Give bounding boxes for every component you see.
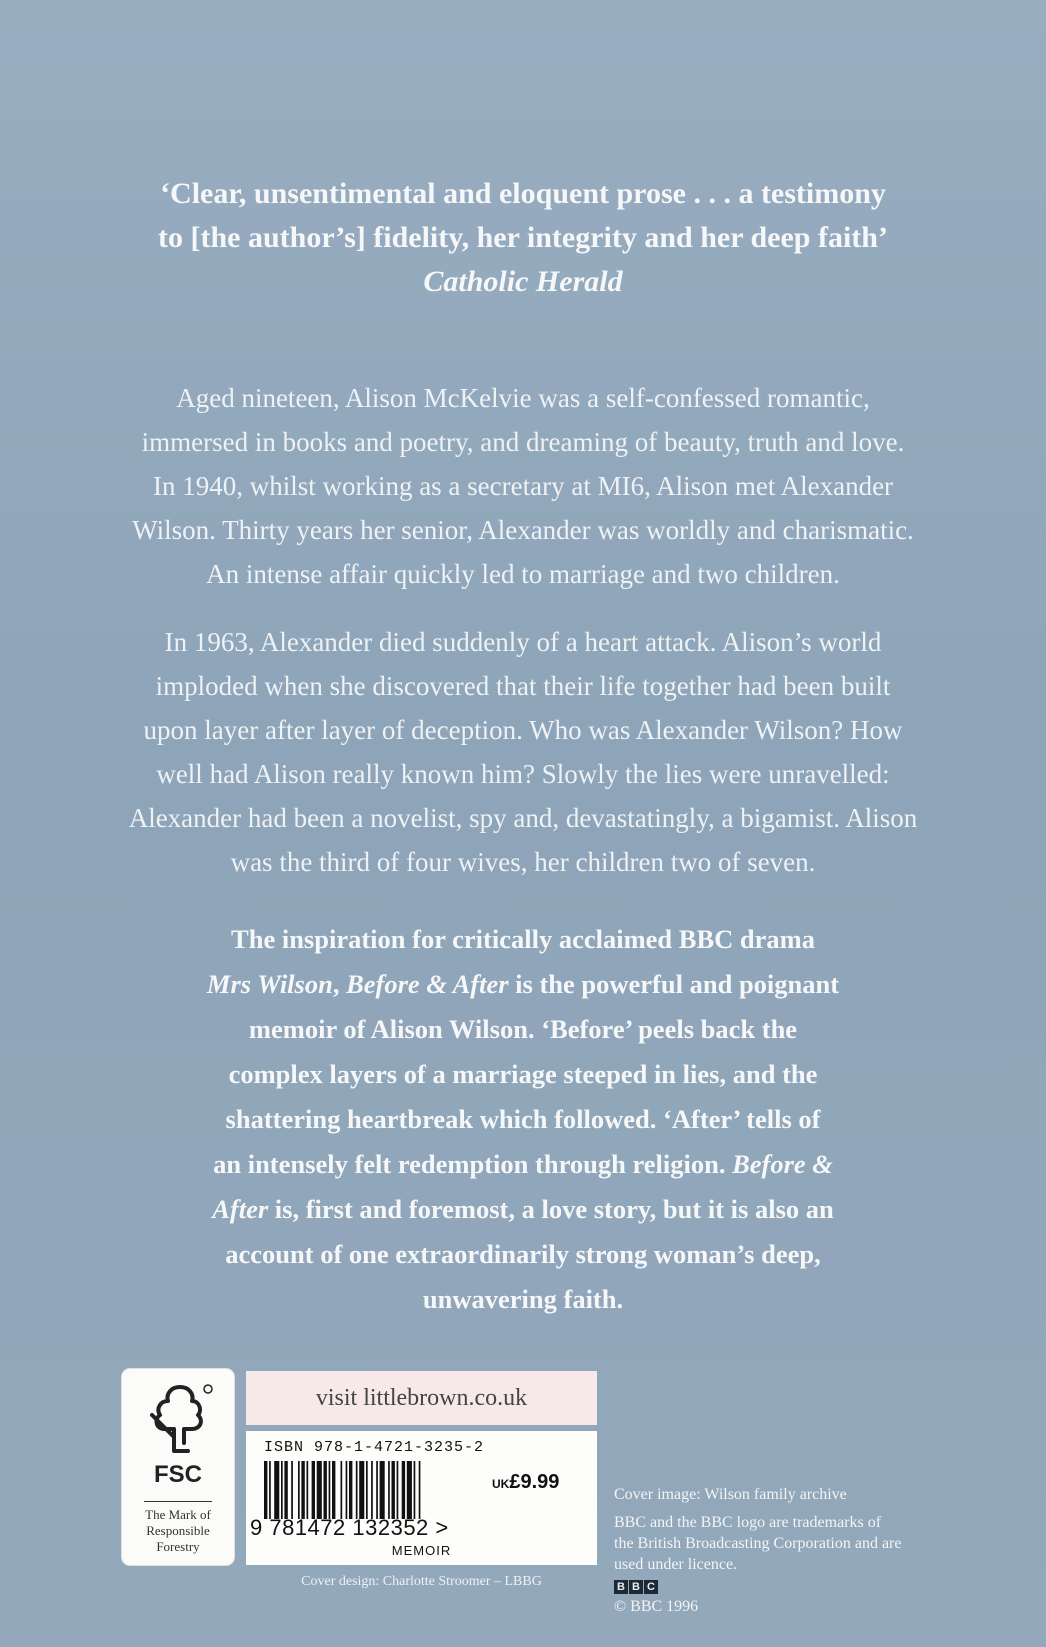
blurb-line: complex layers of a marriage steeped in lies, and the (228, 1059, 818, 1089)
barcode-bar (332, 1461, 335, 1519)
bbc-logo-letter: B (629, 1580, 643, 1594)
title-italic: Before & After (346, 969, 509, 999)
text-line: upon layer after layer of deception. Who was Alexander Wilson? How (143, 715, 903, 745)
copyright-text: © BBC 1996 (614, 1598, 699, 1615)
category-label: MEMOIR (391, 1543, 452, 1558)
barcode-bar (324, 1461, 327, 1519)
barcode-bar (264, 1461, 267, 1519)
bbc-logo-letter: C (644, 1580, 658, 1594)
barcode-bar (298, 1461, 300, 1519)
barcode-bar (307, 1461, 309, 1519)
barcode-bar (269, 1461, 271, 1519)
quote-line: to [the author’s] fidelity, her integrity and her deep faith’ (158, 221, 888, 254)
notice-line: the British Broadcasting Corporation and are (614, 1535, 902, 1552)
barcode-bar (356, 1461, 358, 1519)
barcode-bar (388, 1461, 390, 1519)
website-label: visit littlebrown.co.uk (246, 1371, 597, 1425)
notice-line: BBC and the BBC logo are trademarks of (614, 1514, 882, 1531)
price (492, 1471, 559, 1494)
fsc-tagline-line: Forestry (156, 1539, 200, 1554)
bbc-logo-icon (614, 1575, 901, 1596)
barcode-bar (346, 1461, 348, 1519)
notice-line (614, 1554, 901, 1617)
price-value: £9.99 (509, 1471, 560, 1493)
barcode-bar (376, 1461, 378, 1519)
cover-image-credit: Cover image: Wilson family archive (614, 1486, 847, 1503)
fsc-tagline (126, 1507, 230, 1555)
barcode-bar (284, 1461, 287, 1519)
bbc-logo-letter: B (614, 1580, 628, 1594)
barcode-bar (274, 1461, 279, 1519)
blurb-line: account of one extraordinarily strong woman’s deep, (225, 1239, 821, 1269)
blurb-text: an intensely felt redemption through religion. (213, 1149, 733, 1179)
review-quote (60, 172, 986, 304)
title-italic: Mrs Wilson (206, 969, 333, 999)
barcode-bar (380, 1461, 385, 1519)
text-line: imploded when she discovered that their life together had been built (155, 671, 891, 701)
barcode-bar (371, 1461, 373, 1519)
blurb-line: The inspiration for critically acclaimed BBC drama (231, 924, 815, 954)
barcode-bar (312, 1461, 315, 1519)
fsc-tagline-line: The Mark of (145, 1507, 211, 1522)
divider (144, 1501, 212, 1502)
barcode-bar (341, 1461, 343, 1519)
barcode-bar (397, 1461, 399, 1519)
price-prefix: UK (492, 1477, 510, 1491)
text-line: Aged nineteen, Alison McKelvie was a self-confessed romantic, (176, 383, 870, 413)
text-line: well had Alison really known him? Slowly the lies were unravelled: (156, 759, 890, 789)
barcode-bar (317, 1461, 322, 1519)
bbc-trademark-notice (614, 1512, 901, 1617)
text-line: An intense affair quickly led to marriage and two children. (206, 559, 840, 589)
barcode-bar (392, 1461, 395, 1519)
blurb-line: unwavering faith. (422, 1284, 624, 1314)
title-italic: After (212, 1194, 269, 1224)
blurb-line: memoir of Alison Wilson. ‘Before’ peels back the (248, 1014, 798, 1044)
barcode-bar (407, 1461, 412, 1519)
blurb-line (60, 1187, 986, 1232)
barcode-bar (329, 1461, 331, 1519)
barcode-panel (246, 1431, 597, 1565)
text-line: immersed in books and poetry, and dreaming of beauty, truth and love. (141, 427, 905, 457)
cover-design-credit: Cover design: Charlotte Stroomer – LBBG (301, 1574, 542, 1589)
blurb-line: shattering heartbreak which followed. ‘After’ tells of (225, 1104, 821, 1134)
synopsis-paragraph-2 (60, 620, 986, 884)
text-line: In 1963, Alexander died suddenly of a heart attack. Alison’s world (164, 627, 882, 657)
barcode-bar (291, 1461, 293, 1519)
text-line: was the third of four wives, her children two of seven. (230, 847, 816, 877)
barcode-icon (264, 1461, 476, 1519)
fsc-tagline-line: Responsible (146, 1523, 210, 1538)
barcode-digits: 9 781472 132352 > (250, 1515, 449, 1540)
barcode-bar (419, 1461, 421, 1519)
barcode-bar (414, 1461, 416, 1519)
barcode-bar (359, 1461, 364, 1519)
barcode-bar (366, 1461, 368, 1519)
text-line: In 1940, whilst working as a secretary at MI6, Alison met Alexander (152, 471, 894, 501)
tree-check-icon (140, 1381, 216, 1457)
text-line: Alexander had been a novelist, spy and, devastatingly, a bigamist. Alison (128, 803, 918, 833)
text-line: Wilson. Thirty years her senior, Alexander was worldly and charismatic. (132, 515, 914, 545)
barcode-bar (281, 1461, 283, 1519)
fsc-badge (122, 1369, 234, 1565)
blurb-line (60, 962, 986, 1007)
separator: , (332, 969, 347, 999)
blurb-text: is, first and foremost, a love story, but it is also an (268, 1194, 834, 1224)
quote-source: Catholic Herald (423, 265, 623, 298)
fsc-name: FSC (154, 1461, 202, 1488)
title-italic: Before & (732, 1149, 833, 1179)
blurb-paragraph (60, 917, 986, 1322)
barcode-bar (301, 1461, 304, 1519)
blurb-text: is the powerful and poignant (508, 969, 840, 999)
barcode-bar (349, 1461, 352, 1519)
barcode-bar (402, 1461, 405, 1519)
quote-line: ‘Clear, unsentimental and eloquent prose . . . a testimony (160, 177, 886, 210)
synopsis-paragraph-1 (60, 376, 986, 596)
blurb-line (60, 1142, 986, 1187)
isbn-text: ISBN 978-1-4721-3235-2 (264, 1439, 485, 1456)
notice-text: used under licence. (614, 1556, 738, 1573)
